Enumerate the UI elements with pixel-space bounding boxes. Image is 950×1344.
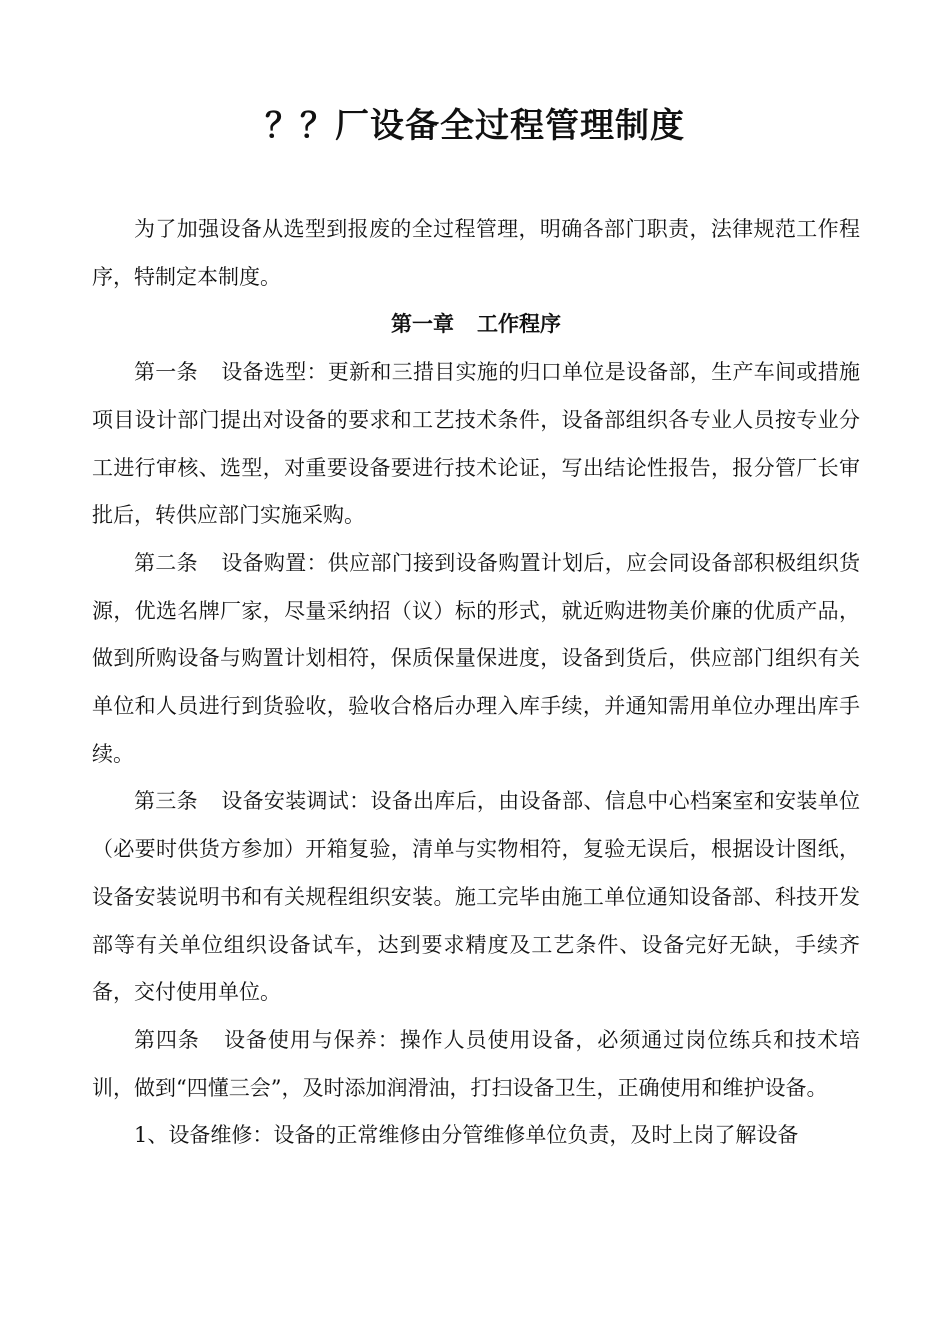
article-number: 第二条 (134, 550, 198, 575)
chapter-heading (92, 301, 860, 349)
article-text: 设备使用与保养：操作人员使用设备，必须通过岗位练兵和技术培训，做到“四懂三会”，及时添加润滑油，打扫设备卫生，正确使用和维护设备。 (92, 1027, 861, 1100)
article-4 (92, 1017, 860, 1112)
intro-paragraph: 为了加强设备从选型到报废的全过程管理，明确各部门职责，法律规范工作程序，特制定本制度。 (92, 217, 860, 289)
chapter-number: 第一章 (390, 312, 454, 337)
document-body (92, 206, 860, 1160)
article-number: 第一条 (134, 360, 198, 385)
article-number: 第四条 (134, 1027, 200, 1052)
document-title: ？？厂设备全过程管理制度 (265, 106, 685, 146)
article-3 (92, 778, 860, 1017)
article-text: 设备安装调试：设备出库后，由设备部、信息中心档案室和安装单位（必要时供货方参加）开箱复验，清单与实物相符，复验无误后，根据设计图纸，设备安装说明书和有关规程组织安装。施工完毕由施工单位通知设备部、科技开发部等有关单位组织设备试车，达到要求精度及工艺条件、设备完好无缺，手续齐备，交付使用单位。 (92, 789, 861, 1005)
article-text: 设备选型：更新和三措目实施的归口单位是设备部，生产车间或措施项目设计部门提出对设备的要求和工艺技术条件，设备部组织各专业人员按专业分工进行审核、选型，对重要设备要进行技术论证，写出结论性报告，报分管厂长审批后，转供应部门实施采购。 (92, 360, 861, 528)
chapter-name: 工作程序 (477, 312, 562, 337)
article-text: 设备购置：供应部门接到设备购置计划后，应会同设备部积极组织货源，优选名牌厂家，尽量采纳招（议）标的形式，就近购进物美价廉的优质产品，做到所购设备与购置计划相符，保质保量保进度，设备到货后，供应部门组织有关单位和人员进行到货验收，验收合格后办理入库手续，并通知需用单位办理出库手续。 (92, 550, 861, 766)
list-item-1: 1、设备维修：设备的正常维修由分管维修单位负责，及时上岗了解设备 (134, 1123, 799, 1148)
article-1 (92, 349, 860, 540)
article-number: 第三条 (134, 789, 198, 814)
article-2 (92, 540, 860, 779)
